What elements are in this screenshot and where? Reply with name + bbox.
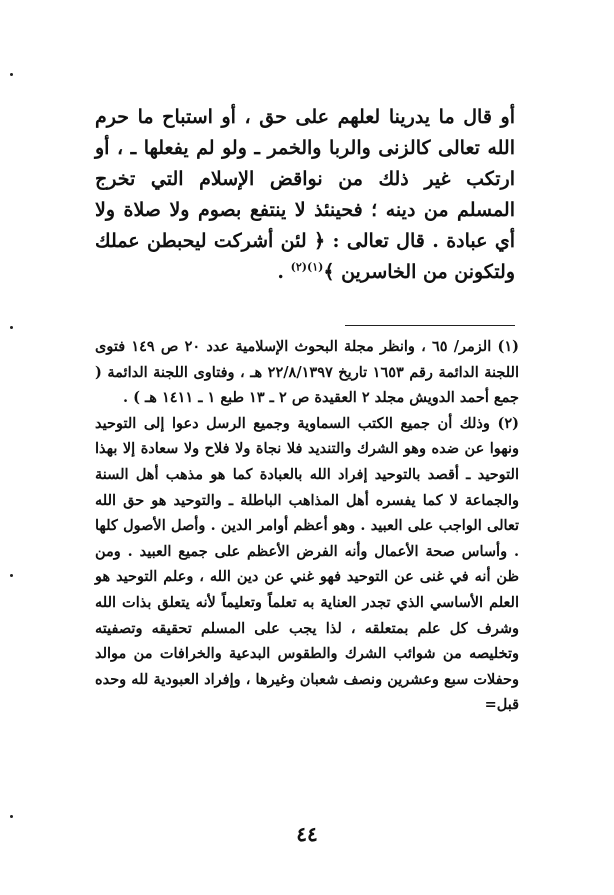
footnotes-section	[95, 334, 519, 718]
margin-dot	[10, 574, 13, 577]
margin-dot	[10, 326, 13, 329]
footnote-2: (٢) وذلك أن جميع الكتب السماوية وجميع الرسل دعوا إلى التوحيد ونهوا عن ضده وهو الشرك والتنديد فلا نجاة ولا فلاح ولا سعادة إلا بهذا التوحيد ـ أقصد بالتوحيد إفراد الله بالعبادة كما هو مذهب أهل السنة والجماعة لا كما يفسره أهل المذاهب الباطلة ـ والتوحيد هو حق الله تعالى الواجب على العبيد . وهو أعظم أوامر الدين . وأصل الأصول كلها . وأساس صحة الأعمال وأنه الفرض الأعظم على جميع العبيد . ومن ظن أنه في غنى عن التوحيد فهو غني عن دين الله ، وعلم التوحيد هو العلم الأساسي الذي تجدر العناية به تعلماً وتعليماً لأنه يتعلق بذات الله وشرف كل علم بمتعلقه ، لذا يجب على المسلم تحقيقه وتصفيته وتخليصه من شوائب الشرك والطقوس البدعية والخرافات من موالد وحفلات سبع وعشرين ونصف شعبان وغيرها ، وإفراد العبودية لله وحده قبل=	[95, 414, 519, 714]
main-body-text	[95, 102, 515, 288]
footnote-reference: (١)(٢)	[290, 260, 324, 274]
footnote-1: (١) الزمر/ ٦٥ ، وانظر مجلة البحوث الإسلامية عدد ٢٠ ص ١٤٩ فتوى اللجنة الدائمة رقم ١٦٥٣ تاريخ ٢٢/٨/١٣٩٧ هـ ، وفتاوى اللجنة الدائمة ( جمع أحمد الدويش مجلد ٢ العقيدة ص ٢ ـ ١٣ طبع ١ ـ ١٤١١ هـ ) .	[95, 338, 520, 407]
footnote-separator	[345, 325, 515, 326]
main-paragraph-text: أو قال ما يدرينا لعلهم على حق ، أو استباح ما حرم الله تعالى كالزنى والربا والخمر ـ ولو لم يفعلها ـ ، أو ارتكب غير ذلك من نواقض الإسلام التي تخرج المسلم من دينه ؛ فحينئذ لا ينتفع بصوم ولا صلاة ولا أي عبادة . قال تعالى : ﴿ لئن أشركت ليحبطن عملك ولتكونن من الخاسرين ﴾	[95, 106, 515, 283]
margin-dot	[10, 73, 13, 76]
main-paragraph-end: .	[277, 261, 291, 283]
margin-dot	[10, 815, 13, 818]
main-paragraph	[95, 102, 515, 288]
page-number: ٤٤	[296, 822, 318, 846]
